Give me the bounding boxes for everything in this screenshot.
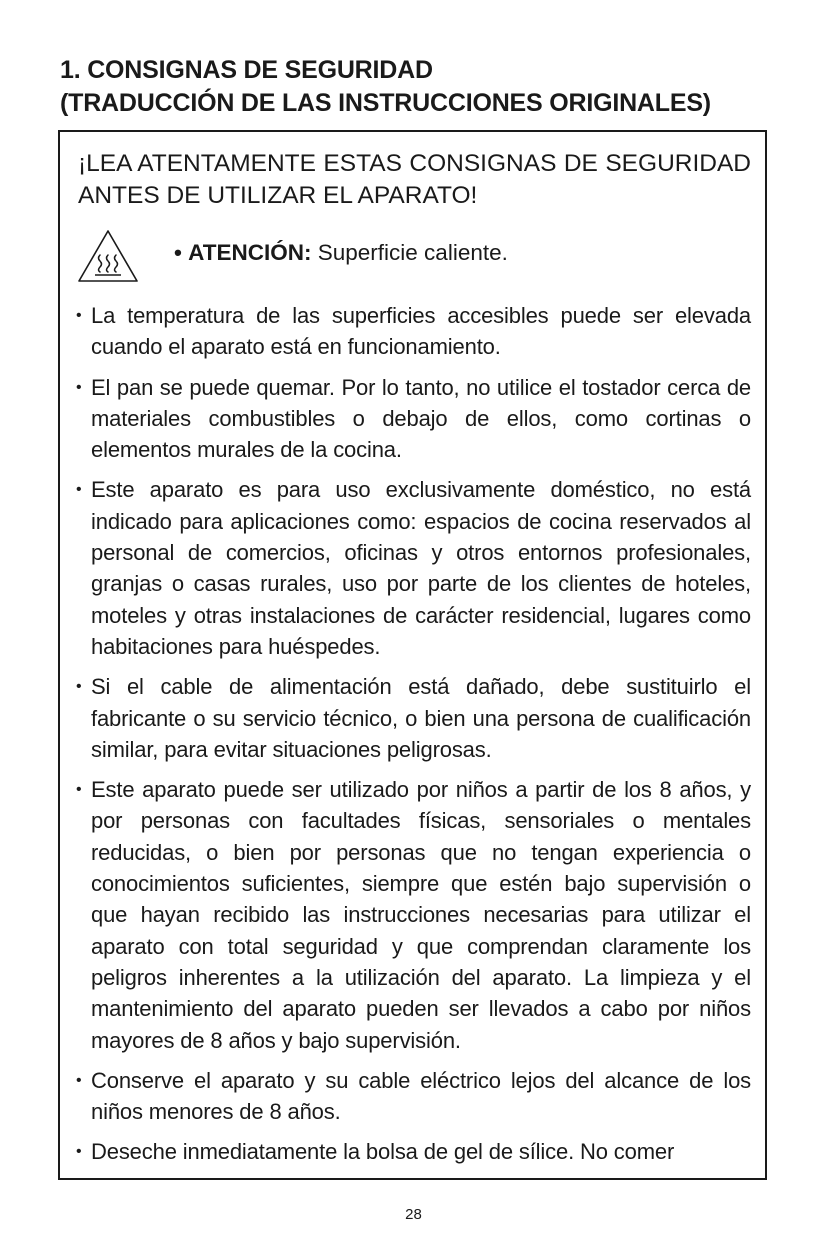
section-heading [60, 54, 780, 120]
safety-item [76, 671, 751, 765]
safety-item-text: La temperatura de las superficies accesibles puede ser elevada cuando el aparato está en funcionamiento. [91, 303, 751, 360]
bullet-icon: • [76, 781, 82, 799]
safety-item [76, 1136, 751, 1167]
warning-label: ATENCIÓN: [188, 240, 312, 265]
bullet-icon: • [76, 378, 82, 396]
safety-items-list [76, 300, 751, 1177]
section-heading-line-1: 1. CONSIGNAS DE SEGURIDAD [60, 56, 433, 84]
page-number: 28 [405, 1206, 422, 1223]
warning-description: Superficie caliente. [317, 240, 508, 265]
bullet-icon: • [76, 1071, 82, 1089]
hot-surface-warning [76, 226, 749, 286]
safety-item-text: Este aparato es para uso exclusivamente doméstico, no está indicado para aplicaciones como: espacios de cocina reservados al personal de comercios, oficinas y otros entornos profesionales, granjas o casas rurales, uso por parte de los clientes de hoteles, moteles y otras instalaciones de carácter residencial, lugares como habitaciones para huéspedes. [91, 477, 751, 659]
section-heading-line-2: (TRADUCCIÓN DE LAS INSTRUCCIONES ORIGINALES) [60, 89, 711, 117]
safety-item [76, 1065, 751, 1128]
safety-item-text: Este aparato puede ser utilizado por niños a partir de los 8 años, y por personas con facultades físicas, sensoriales o mentales reducidas, o bien por personas que no tengan experiencia o conocimientos suficientes, siempre que estén bajo supervisión o que hayan recibido las instrucciones necesarias para utilizar el aparato con total seguridad y que comprendan claramente los peligros inherentes a la utilización del aparato. La limpieza y el mantenimiento del aparato pueden ser llevados a cabo por niños mayores de 8 años y bajo supervisión. [91, 777, 751, 1053]
safety-item [76, 300, 751, 363]
hot-surface-warning-text [174, 238, 508, 268]
safety-item [76, 372, 751, 466]
safety-item-text: Deseche inmediatamente la bolsa de gel de sílice. No comer [91, 1139, 675, 1165]
safety-item-text: Si el cable de alimentación está dañado, debe sustituirlo el fabricante o su servicio técnico, o bien una persona de cualificación similar, para evitar situaciones peligrosas. [91, 674, 751, 762]
bullet-icon: • [76, 307, 82, 324]
safety-item-text: Conserve el aparato y su cable eléctrico lejos del alcance de los niños menores de 8 años. [91, 1067, 751, 1125]
safety-item [76, 774, 751, 1056]
hot-surface-warning-icon [76, 228, 140, 284]
safety-item [76, 474, 751, 662]
safety-instructions-box [58, 130, 767, 1180]
bullet-icon: • [76, 678, 82, 696]
safety-item-text: El pan se puede quemar. Por lo tanto, no utilice el tostador cerca de materiales combustibles o debajo de ellos, como cortinas o elementos murales de la cocina. [91, 374, 751, 463]
bullet-icon: • [76, 481, 82, 499]
warning-bullet: • [174, 240, 182, 265]
bullet-icon: • [76, 1143, 82, 1161]
intro-warning-text: ¡LEA ATENTAMENTE ESTAS CONSIGNAS DE SEGURIDAD ANTES DE UTILIZAR EL APARATO! [78, 150, 751, 209]
